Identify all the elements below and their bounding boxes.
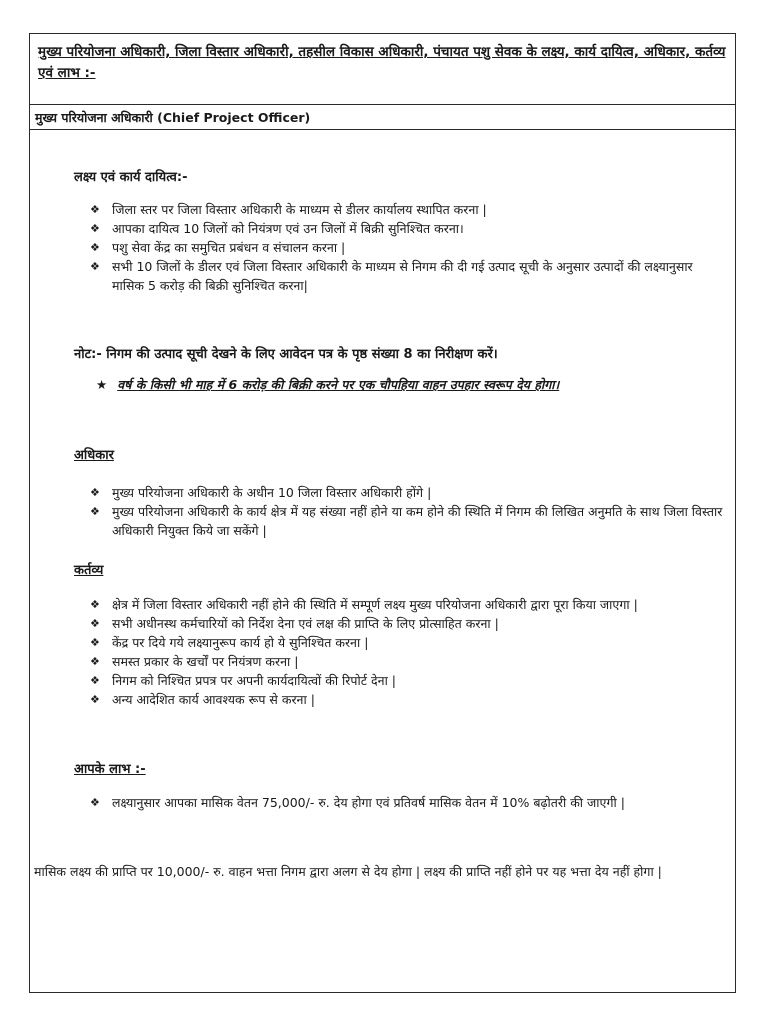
vehicle-gift-note: ★ वर्ष के किसी भी माह में 6 करोड़ की बिक्री करने पर एक चौपहिया वाहन उपहार स्वरूप देय होगा। [96, 377, 560, 392]
bullet-icon: ❖ [90, 796, 100, 809]
goals-title: लक्ष्य एवं कार्य दायित्व:- [74, 170, 188, 185]
duties-list [84, 595, 734, 709]
list-item: ❖ क्षेत्र में जिला विस्तार अधिकारी नहीं होने की स्थिति में सम्पूर्ण लक्ष्य मुख्य परियोजना अधिकारी द्वारा पूरा किया जाएगा | [90, 597, 638, 612]
document-heading: मुख्य परियोजना अधिकारी, जिला विस्तार अधिकारी, तहसील विकास अधिकारी, पंचायत पशु सेवक के लक्ष्य, कार्य दायित्व, अधिकार, कर्तव्य एवं लाभ :- [38, 44, 726, 81]
goals-list [84, 200, 724, 295]
list-item: ❖ सभी अधीनस्थ कर्मचारियों को निर्देश देना एवं लक्ष की प्राप्ति के लिए प्रोत्साहित करना | [90, 616, 499, 631]
list-item: ❖ निगम को निश्चित प्रपत्र पर अपनी कार्यदायित्वों की रिपोर्ट देना | [90, 673, 396, 688]
benefits-list [84, 793, 734, 812]
bullet-icon: ❖ [90, 693, 100, 706]
bullet-icon: ❖ [90, 636, 100, 649]
bullet-icon: ❖ [90, 222, 100, 235]
bullet-icon: ❖ [90, 260, 100, 273]
list-item: ❖ मुख्य परियोजना अधिकारी के अधीन 10 जिला विस्तार अधिकारी होंगे | [90, 485, 432, 500]
benefits-title: आपके लाभ :- [74, 762, 146, 777]
list-item: ❖ समस्त प्रकार के खर्चों पर नियंत्रण करना | [90, 654, 299, 669]
list-item: ❖ पशु सेवा केंद्र का समुचित प्रबंधन व संचालन करना | [90, 240, 346, 255]
list-item: ❖ आपका दायित्व 10 जिलों को नियंत्रण एवं उन जिलों में बिक्री सुनिश्चित करना। [90, 221, 464, 236]
product-list-note: नोट:- निगम की उत्पाद सूची देखने के लिए आवेदन पत्र के पृष्ठ संख्या 8 का निरीक्षण करें। [74, 347, 498, 362]
rights-title: अधिकार [74, 448, 114, 463]
star-icon: ★ [96, 377, 108, 392]
bullet-icon: ❖ [90, 505, 100, 518]
vehicle-allowance-note: मासिक लक्ष्य की प्राप्ति पर 10,000/- रु. वाहन भत्ता निगम द्वारा अलग से देय होगा | लक्ष्य की प्राप्ति नहीं होने पर यह भत्ता देय नहीं होगा | [34, 864, 662, 879]
bullet-icon: ❖ [90, 674, 100, 687]
bullet-icon: ❖ [90, 655, 100, 668]
list-item: ❖ मुख्य परियोजना अधिकारी के कार्य क्षेत्र में यह संख्या नहीं होने या कम होने की स्थिति में निगम की लिखित अनुमति के साथ जिला विस्तार अधिकारी नियुक्त किये जा सकेंगे | [90, 504, 723, 538]
list-item: ❖ केंद्र पर दिये गये लक्ष्यानुरूप कार्य हो ये सुनिश्चित करना | [90, 635, 369, 650]
list-item: ❖ सभी 10 जिलों के डीलर एवं जिला विस्तार अधिकारी के माध्यम से निगम की दी गई उत्पाद सूची के अनुसार उत्पादों की लक्ष्यानुसार मासिक 5 करोड़ की बिक्री सुनिश्चित करना| [90, 259, 693, 293]
document-page [29, 33, 736, 993]
list-item: ❖ अन्य आदेशित कार्य आवश्यक रूप से करना | [90, 692, 315, 707]
bullet-icon: ❖ [90, 241, 100, 254]
bullet-icon: ❖ [90, 598, 100, 611]
duties-title: कर्तव्य [74, 563, 104, 578]
rights-list [84, 483, 724, 540]
cpo-title-box [30, 104, 736, 130]
cpo-title: मुख्य परियोजना अधिकारी (Chief Project Officer) [35, 110, 311, 125]
bullet-icon: ❖ [90, 203, 100, 216]
bullet-icon: ❖ [90, 486, 100, 499]
list-item: ❖ जिला स्तर पर जिला विस्तार अधिकारी के माध्यम से डीलर कार्यालय स्थापित करना | [90, 202, 487, 217]
bullet-icon: ❖ [90, 617, 100, 630]
list-item: ❖ लक्ष्यानुसार आपका मासिक वेतन 75,000/- रु. देय होगा एवं प्रतिवर्ष मासिक वेतन में 10% बढ़ोतरी की जाएगी | [90, 795, 625, 810]
